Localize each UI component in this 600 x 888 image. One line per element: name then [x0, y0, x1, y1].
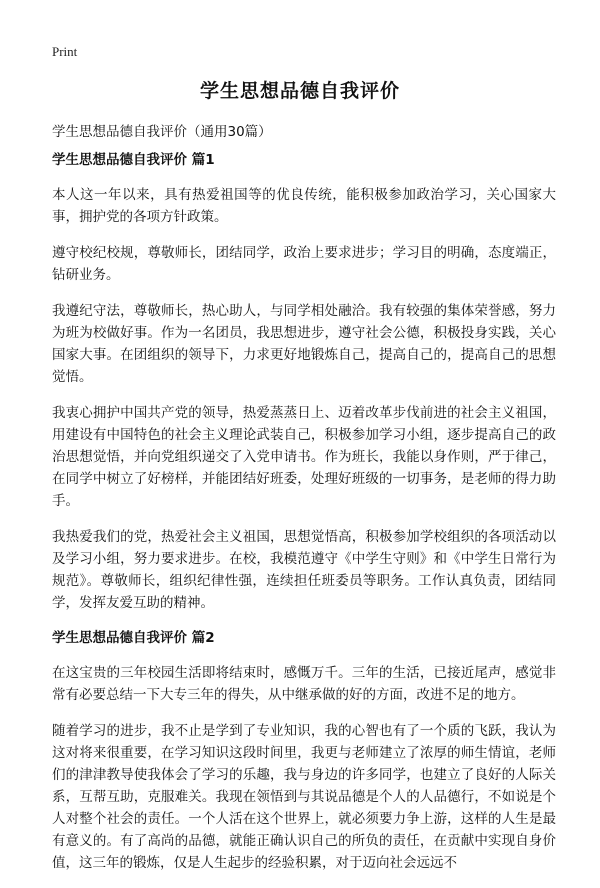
page-title: 学生思想品德自我评价: [199, 80, 400, 102]
print-link[interactable]: Print: [52, 44, 78, 59]
paragraph: 我遵纪守法，尊敬师长，热心助人，与同学相处融洽。我有较强的集体荣誉感，努力为班为校做好事。作为一名团员，我思想进步，遵守社会公德，积极投身实践，关心国家大事。在团组织的领导下，力求更好地锻炼自己，提高自己的，提高自己的思想觉悟。: [52, 303, 556, 385]
paragraph: 随着学习的进步，我不止是学到了专业知识，我的心智也有了一个质的飞跃，我认为这对将来很重要，在学习知识这段时间里，我更与老师建立了浓厚的师生情谊，老师们的津津教导使我体会了学习的乐趣，我与身边的许多同学，也建立了良好的人际关系，互帮互助，克服难关。我现在领悟到与其说品德是个人的人品德行，不如说是个人对整个社会的责任。一个人活在这个世界上，就必须要力争上游，这样的人生是最有意义的。有了高尚的品德，就能正确认识自己的所负的责任，在贡献中实现自身价值，这三年的锻炼，仅是人生起步的经验积累，对于迈向社会远远不: [52, 723, 556, 871]
section-2: [52, 628, 556, 874]
paragraph: 在这宝贵的三年校园生活即将结束时，感慨万千。三年的生活，已接近尾声，感觉非常有必要总结一下大专三年的得失，从中继承做的好的方面，改进不足的地方。: [52, 665, 556, 703]
paragraph: 我热爱我们的党，热爱社会主义祖国，思想觉悟高，积极参加学校组织的各项活动以及学习小组，努力要求进步。在校，我模范遵守《中学生守则》和《中学生日常行为规范》。尊敬师长，组织纪律性强，连续担任班委员等职务。工作认真负责，团结同学，发挥友爱互助的精神。: [52, 529, 556, 611]
section-1: [52, 150, 556, 614]
section-heading: 学生思想品德自我评价 篇1: [52, 152, 215, 168]
paragraph: 遵守校纪校规，尊敬师长，团结同学，政治上要求进步；学习目的明确，态度端正，钻研业务。: [52, 245, 556, 283]
paragraph: 本人这一年以来，具有热爱祖国等的优良传统，能积极参加政治学习，关心国家大事，拥护党的各项方针政策。: [52, 187, 556, 225]
document-subtitle: 学生思想品德自我评价（通用30篇）: [52, 124, 272, 140]
paragraph: 我衷心拥护中国共产党的领导，热爱蒸蒸日上、迈着改革步伐前进的社会主义祖国，用建设有中国特色的社会主义理论武装自己，积极参加学习小组，逐步提高自己的政治思想觉悟，并向党组织递交了入党申请书。作为班长，我能以身作则，严于律己，在同学中树立了好榜样，并能团结好班委，处理好班级的一切事务，是老师的得力助手。: [52, 405, 556, 509]
document-body: [52, 150, 556, 888]
section-heading: 学生思想品德自我评价 篇2: [52, 630, 215, 646]
